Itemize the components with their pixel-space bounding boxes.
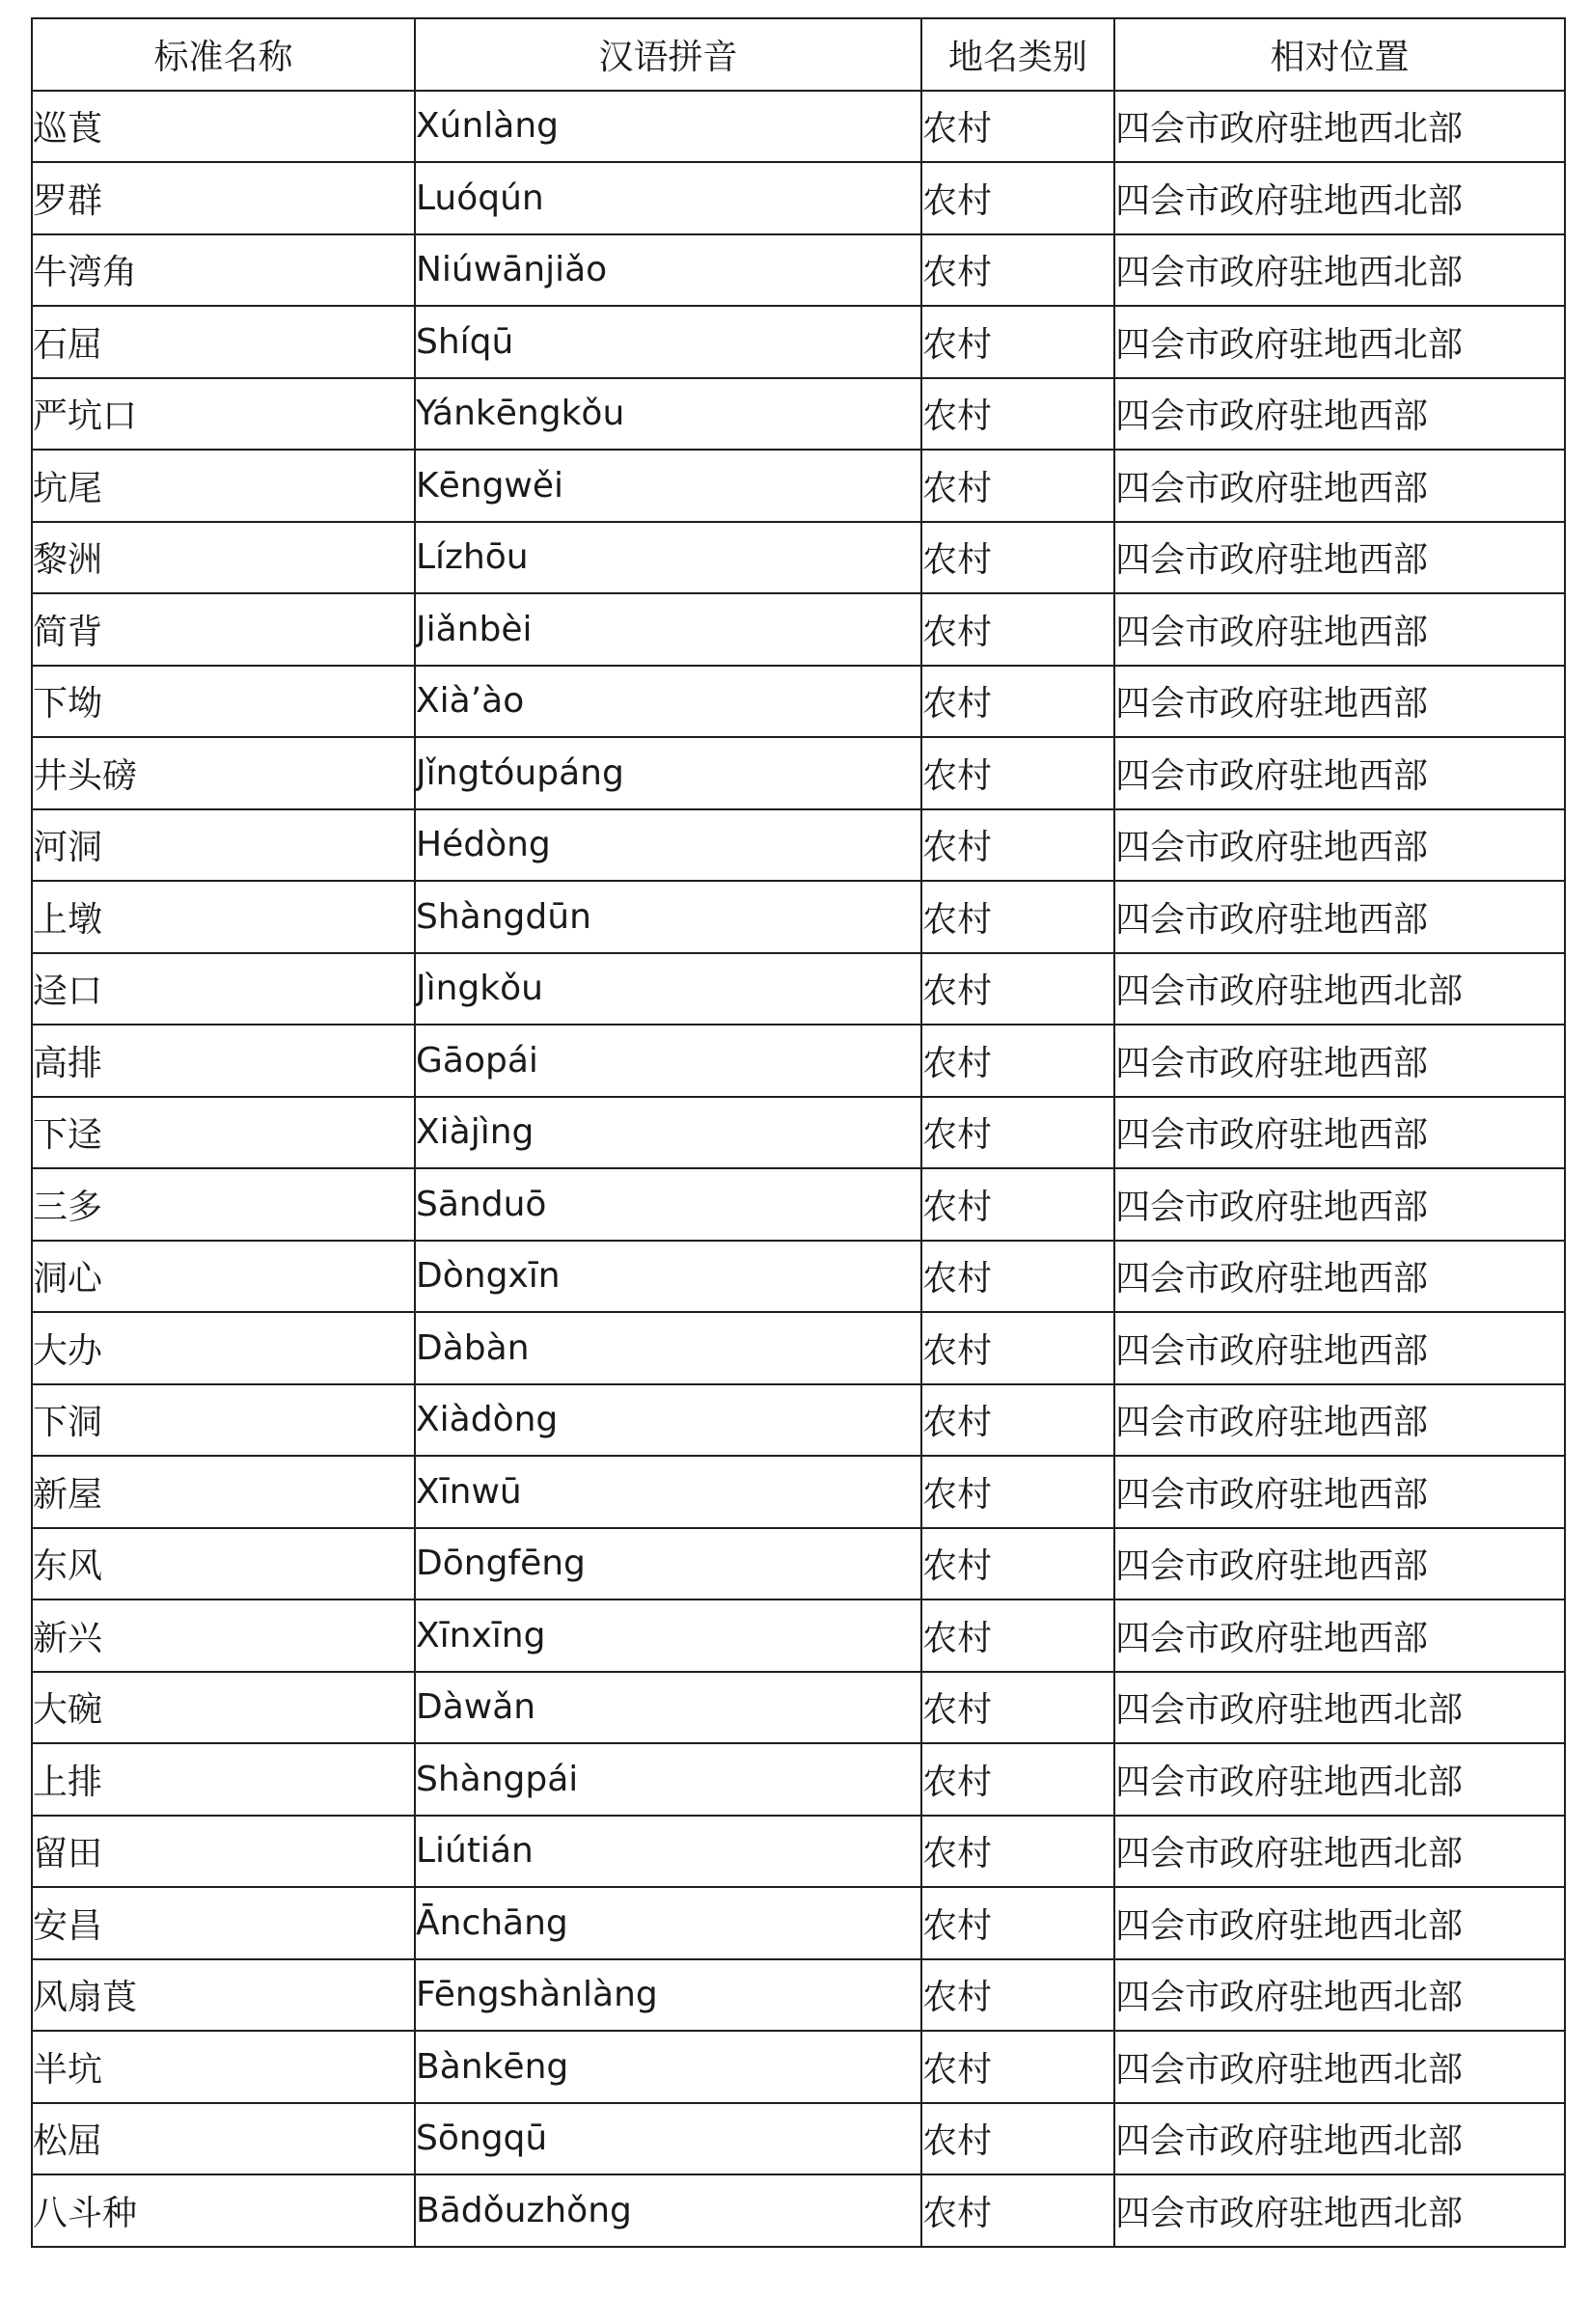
- cell-standard-name: 松屈: [32, 2103, 415, 2175]
- cell-standard-name: 新兴: [32, 1599, 415, 1672]
- cell-category: 农村: [921, 1743, 1114, 1816]
- cell-pinyin: Sōngqū: [415, 2103, 921, 2175]
- table-row: [32, 1816, 1565, 1888]
- table-row: [32, 1025, 1565, 1097]
- cell-pinyin: Shàngdūn: [415, 881, 921, 953]
- cell-pinyin: Hédòng: [415, 809, 921, 882]
- cell-pinyin: Bànkēng: [415, 2031, 921, 2103]
- cell-relative-position: 四会市政府驻地西北部: [1114, 1959, 1565, 2032]
- table-row: [32, 234, 1565, 307]
- cell-category: 农村: [921, 1456, 1114, 1528]
- cell-pinyin: Xúnlàng: [415, 91, 921, 163]
- cell-category: 农村: [921, 2031, 1114, 2103]
- table-row: [32, 2103, 1565, 2175]
- cell-pinyin: Jǐngtóupáng: [415, 737, 921, 809]
- cell-category: 农村: [921, 234, 1114, 307]
- table-header-row: [32, 18, 1565, 91]
- cell-pinyin: Jìngkǒu: [415, 953, 921, 1025]
- cell-pinyin: Xiàdòng: [415, 1384, 921, 1457]
- cell-standard-name: 大碗: [32, 1672, 415, 1744]
- cell-pinyin: Jiǎnbèi: [415, 593, 921, 666]
- cell-standard-name: 巡莨: [32, 91, 415, 163]
- cell-category: 农村: [921, 1528, 1114, 1600]
- table-row: [32, 1672, 1565, 1744]
- table-row: [32, 953, 1565, 1025]
- cell-standard-name: 河洞: [32, 809, 415, 882]
- table-row: [32, 1887, 1565, 1959]
- table-row: [32, 2174, 1565, 2247]
- cell-relative-position: 四会市政府驻地西北部: [1114, 91, 1565, 163]
- table-row: [32, 378, 1565, 451]
- cell-standard-name: 三多: [32, 1168, 415, 1241]
- cell-relative-position: 四会市政府驻地西部: [1114, 1097, 1565, 1169]
- cell-category: 农村: [921, 1959, 1114, 2032]
- cell-category: 农村: [921, 1168, 1114, 1241]
- cell-standard-name: 安昌: [32, 1887, 415, 1959]
- cell-standard-name: 下洞: [32, 1384, 415, 1457]
- cell-category: 农村: [921, 809, 1114, 882]
- place-name-table: [31, 17, 1566, 2248]
- cell-category: 农村: [921, 1025, 1114, 1097]
- cell-relative-position: 四会市政府驻地西部: [1114, 737, 1565, 809]
- header-standard-name: 标准名称: [32, 18, 415, 91]
- cell-pinyin: Shàngpái: [415, 1743, 921, 1816]
- cell-pinyin: Kēngwěi: [415, 450, 921, 522]
- cell-pinyin: Yánkēngkǒu: [415, 378, 921, 451]
- cell-relative-position: 四会市政府驻地西部: [1114, 593, 1565, 666]
- cell-relative-position: 四会市政府驻地西北部: [1114, 1816, 1565, 1888]
- cell-standard-name: 下迳: [32, 1097, 415, 1169]
- cell-category: 农村: [921, 1312, 1114, 1384]
- cell-pinyin: Xià’ào: [415, 666, 921, 738]
- cell-relative-position: 四会市政府驻地西北部: [1114, 162, 1565, 234]
- cell-relative-position: 四会市政府驻地西北部: [1114, 2103, 1565, 2175]
- cell-relative-position: 四会市政府驻地西北部: [1114, 1887, 1565, 1959]
- cell-pinyin: Fēngshànlàng: [415, 1959, 921, 2032]
- cell-standard-name: 井头磅: [32, 737, 415, 809]
- cell-pinyin: Lízhōu: [415, 522, 921, 594]
- cell-relative-position: 四会市政府驻地西部: [1114, 809, 1565, 882]
- cell-category: 农村: [921, 522, 1114, 594]
- table-row: [32, 162, 1565, 234]
- cell-category: 农村: [921, 593, 1114, 666]
- table-row: [32, 1312, 1565, 1384]
- table-row: [32, 1384, 1565, 1457]
- cell-relative-position: 四会市政府驻地西部: [1114, 1168, 1565, 1241]
- table-row: [32, 881, 1565, 953]
- cell-standard-name: 八斗种: [32, 2174, 415, 2247]
- cell-category: 农村: [921, 953, 1114, 1025]
- table-row: [32, 1743, 1565, 1816]
- cell-relative-position: 四会市政府驻地西北部: [1114, 1743, 1565, 1816]
- table-row: [32, 2031, 1565, 2103]
- cell-relative-position: 四会市政府驻地西部: [1114, 1528, 1565, 1600]
- table-row: [32, 666, 1565, 738]
- table-row: [32, 1528, 1565, 1600]
- cell-standard-name: 简背: [32, 593, 415, 666]
- cell-relative-position: 四会市政府驻地西部: [1114, 1241, 1565, 1313]
- cell-category: 农村: [921, 1384, 1114, 1457]
- cell-standard-name: 高排: [32, 1025, 415, 1097]
- cell-standard-name: 大办: [32, 1312, 415, 1384]
- cell-pinyin: Xīnwū: [415, 1456, 921, 1528]
- cell-standard-name: 下坳: [32, 666, 415, 738]
- cell-standard-name: 上排: [32, 1743, 415, 1816]
- cell-relative-position: 四会市政府驻地西北部: [1114, 234, 1565, 307]
- cell-pinyin: Dàbàn: [415, 1312, 921, 1384]
- cell-pinyin: Bādǒuzhǒng: [415, 2174, 921, 2247]
- cell-standard-name: 石屈: [32, 306, 415, 378]
- cell-category: 农村: [921, 306, 1114, 378]
- table-row: [32, 593, 1565, 666]
- cell-category: 农村: [921, 2174, 1114, 2247]
- cell-pinyin: Xīnxīng: [415, 1599, 921, 1672]
- cell-relative-position: 四会市政府驻地西部: [1114, 1384, 1565, 1457]
- cell-standard-name: 坑尾: [32, 450, 415, 522]
- cell-pinyin: Dòngxīn: [415, 1241, 921, 1313]
- cell-standard-name: 留田: [32, 1816, 415, 1888]
- cell-relative-position: 四会市政府驻地西部: [1114, 522, 1565, 594]
- table-row: [32, 450, 1565, 522]
- cell-standard-name: 半坑: [32, 2031, 415, 2103]
- cell-pinyin: Dōngfēng: [415, 1528, 921, 1600]
- cell-standard-name: 罗群: [32, 162, 415, 234]
- table-row: [32, 1241, 1565, 1313]
- cell-standard-name: 风扇莨: [32, 1959, 415, 2032]
- cell-category: 农村: [921, 1816, 1114, 1888]
- cell-relative-position: 四会市政府驻地西北部: [1114, 2174, 1565, 2247]
- cell-pinyin: Shíqū: [415, 306, 921, 378]
- cell-standard-name: 严坑口: [32, 378, 415, 451]
- cell-pinyin: Sānduō: [415, 1168, 921, 1241]
- table-row: [32, 1456, 1565, 1528]
- table-row: [32, 1959, 1565, 2032]
- cell-category: 农村: [921, 378, 1114, 451]
- cell-category: 农村: [921, 666, 1114, 738]
- cell-pinyin: Xiàjìng: [415, 1097, 921, 1169]
- cell-category: 农村: [921, 881, 1114, 953]
- cell-pinyin: Luóqún: [415, 162, 921, 234]
- table-row: [32, 1599, 1565, 1672]
- cell-standard-name: 牛湾角: [32, 234, 415, 307]
- cell-category: 农村: [921, 162, 1114, 234]
- table-body: [32, 91, 1565, 2247]
- cell-pinyin: Dàwǎn: [415, 1672, 921, 1744]
- cell-pinyin: Liútián: [415, 1816, 921, 1888]
- cell-relative-position: 四会市政府驻地西北部: [1114, 1672, 1565, 1744]
- header-relative-position: 相对位置: [1114, 18, 1565, 91]
- cell-relative-position: 四会市政府驻地西部: [1114, 1599, 1565, 1672]
- cell-relative-position: 四会市政府驻地西部: [1114, 1025, 1565, 1097]
- cell-relative-position: 四会市政府驻地西部: [1114, 1456, 1565, 1528]
- cell-relative-position: 四会市政府驻地西北部: [1114, 2031, 1565, 2103]
- table-row: [32, 522, 1565, 594]
- cell-relative-position: 四会市政府驻地西北部: [1114, 953, 1565, 1025]
- cell-category: 农村: [921, 2103, 1114, 2175]
- cell-relative-position: 四会市政府驻地西部: [1114, 378, 1565, 451]
- cell-category: 农村: [921, 1887, 1114, 1959]
- table-row: [32, 809, 1565, 882]
- cell-standard-name: 上墩: [32, 881, 415, 953]
- cell-standard-name: 洞心: [32, 1241, 415, 1313]
- cell-pinyin: Ānchāng: [415, 1887, 921, 1959]
- table-row: [32, 306, 1565, 378]
- cell-category: 农村: [921, 1097, 1114, 1169]
- cell-category: 农村: [921, 1599, 1114, 1672]
- cell-relative-position: 四会市政府驻地西部: [1114, 1312, 1565, 1384]
- cell-relative-position: 四会市政府驻地西部: [1114, 881, 1565, 953]
- cell-standard-name: 黎洲: [32, 522, 415, 594]
- cell-category: 农村: [921, 1672, 1114, 1744]
- table-row: [32, 1168, 1565, 1241]
- table-row: [32, 737, 1565, 809]
- cell-standard-name: 新屋: [32, 1456, 415, 1528]
- table-row: [32, 1097, 1565, 1169]
- cell-category: 农村: [921, 91, 1114, 163]
- cell-category: 农村: [921, 737, 1114, 809]
- header-pinyin: 汉语拼音: [415, 18, 921, 91]
- cell-pinyin: Gāopái: [415, 1025, 921, 1097]
- header-category: 地名类别: [921, 18, 1114, 91]
- cell-category: 农村: [921, 1241, 1114, 1313]
- cell-relative-position: 四会市政府驻地西部: [1114, 450, 1565, 522]
- cell-standard-name: 迳口: [32, 953, 415, 1025]
- cell-relative-position: 四会市政府驻地西部: [1114, 666, 1565, 738]
- cell-category: 农村: [921, 450, 1114, 522]
- cell-pinyin: Niúwānjiǎo: [415, 234, 921, 307]
- cell-relative-position: 四会市政府驻地西北部: [1114, 306, 1565, 378]
- cell-standard-name: 东风: [32, 1528, 415, 1600]
- table-row: [32, 91, 1565, 163]
